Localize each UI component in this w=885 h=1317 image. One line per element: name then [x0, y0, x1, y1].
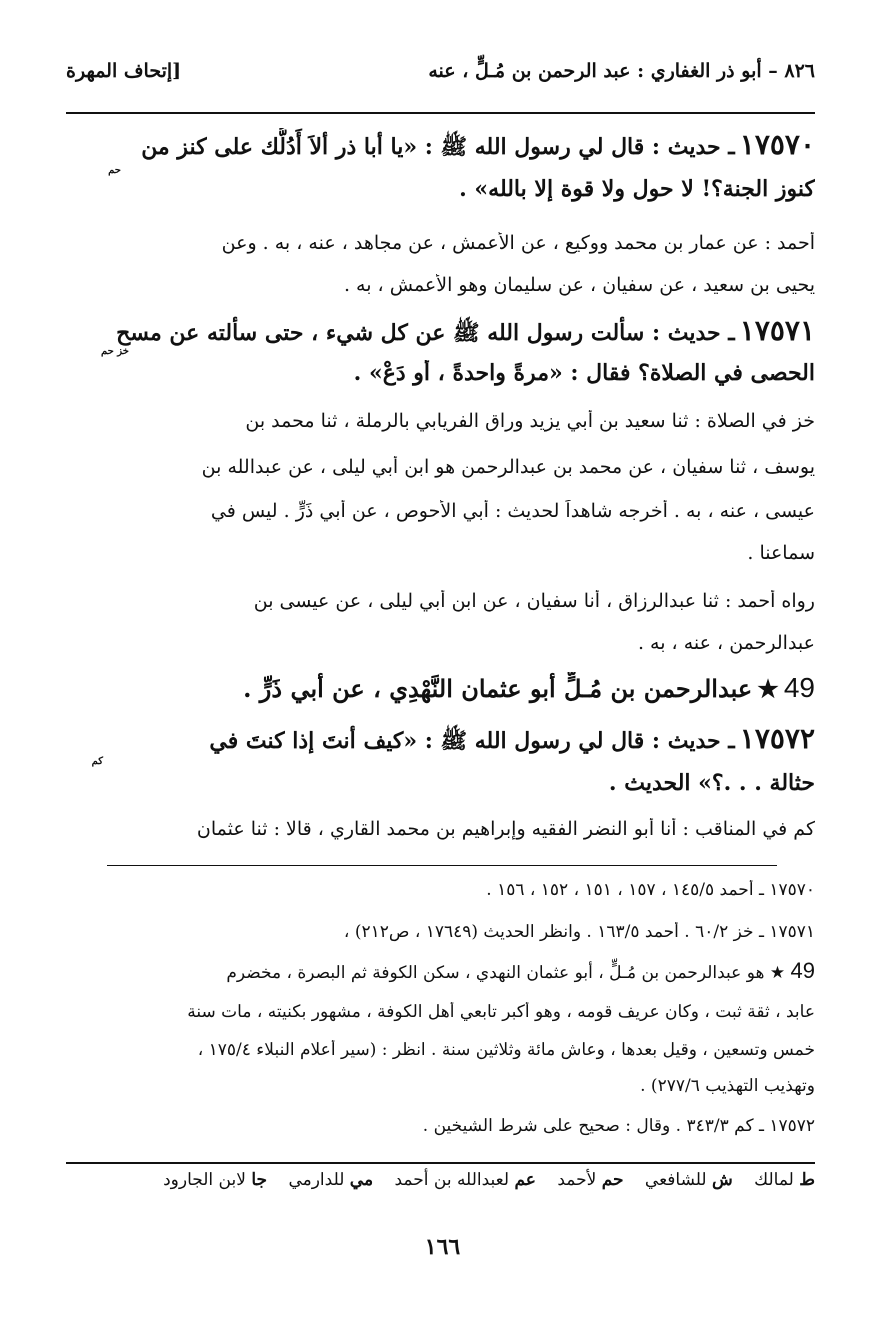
footnote-line: وتهذيب التهذيب ٢٧٧/٦) . — [640, 1076, 815, 1096]
hadith-17572-line1 — [66, 722, 815, 759]
hadith-text: ـ حديث : سألت رسول الله ﷺ عن كل شيء ، حتى سألته عن مسح — [116, 320, 735, 346]
footnote-narrator-49 — [66, 958, 815, 984]
star-icon: ★ — [769, 963, 786, 983]
source-symbol: خز حم — [100, 346, 129, 357]
paragraph-line: كم في المناقب : أنا أبو النضر الفقيه وإبراهيم بن محمد القاري ، قالا : ثنا عثمان — [196, 818, 815, 840]
hadith-number: ١٧٥٧٠ — [739, 128, 815, 161]
hadith-17572-line2: حثالة . . .؟» الحديث . — [608, 770, 815, 796]
hadith-number: ١٧٥٧٢ — [739, 722, 815, 755]
footnote-line: عابد ، ثقة ثبت ، وكان عريف قومه ، وهو أكبر تابعي أهل الكوفة ، مشهور بكنيته ، مات سنة — [187, 1002, 815, 1022]
hadith-number: ١٧٥٧١ — [739, 314, 815, 347]
footnote-17572: ١٧٥٧٢ ـ كم ٣٤٣/٣ . وقال : صحيح على شرط الشيخين . — [422, 1116, 815, 1136]
abbr-item: عم لعبدالله بن أحمد — [394, 1170, 536, 1190]
section-number: 49 — [783, 672, 815, 703]
hadith-text: ـ حديث : قال لي رسول الله ﷺ : «يا أبا ذر ألاَ أَدُلُّك على كنز من — [141, 134, 735, 160]
abbr-item: مي للدارمي — [288, 1170, 374, 1190]
hadith-17571-line2: الحصى في الصلاة؟ فقال : «مرةً واحدةً ، أو دَعْ» . — [353, 360, 815, 386]
hadith-17571-line1 — [66, 314, 815, 351]
narrator-section-heading — [66, 672, 815, 704]
hadith-text: ـ حديث : قال لي رسول الله ﷺ : «كيف أنتَ إذا كنتَ في — [209, 728, 735, 754]
abbreviation-rule — [66, 1162, 815, 1164]
hadith-17570-line1 — [66, 128, 815, 165]
source-symbol: حم — [108, 165, 121, 176]
footnote-17570: ١٧٥٧٠ ـ أحمد ١٤٥/٥ ، ١٥٧ ، ١٥١ ، ١٥٢ ، ١٥٦ . — [486, 880, 815, 900]
paragraph-line: سماعنا . — [747, 542, 815, 564]
hadith-17570-line2: كنوز الجنة؟! لا حول ولا قوة إلا بالله» . — [459, 176, 815, 202]
footnote-text: هو عبدالرحمن بن مُـلٍّ ، أبو عثمان النهدي ، سكن الكوفة ثم البصرة ، مخضرم — [226, 963, 765, 983]
paragraph-line: عيسى ، عنه ، به . أخرجه شاهداً لحديث : أبي الأحوص ، عن أبي ذَرٍّ . ليس في — [210, 500, 815, 522]
paragraph-line: عبدالرحمن ، عنه ، به . — [637, 632, 815, 654]
paragraph-line: يوسف ، ثنا سفيان ، عن محمد بن عبدالرحمن هو ابن أبي ليلى ، عن عبدالله بن — [201, 456, 815, 478]
paragraph-line: خز في الصلاة : ثنا سعيد بن أبي يزيد وراق الفريابي بالرملة ، ثنا محمد بن — [245, 410, 815, 432]
header-chapter-title: ٨٢٦ – أبو ذر الغفاري : عبد الرحمن بن مُـلٍّ ، عنه — [428, 60, 815, 82]
paragraph-line: يحيى بن سعيد ، عن سفيان ، عن سليمان وهو الأعمش ، به . — [343, 274, 815, 296]
section-title: عبدالرحمن بن مُـلٍّ أبو عثمان النَّهْدِي ، عن أبي ذَرٍّ . — [243, 674, 753, 703]
paragraph-line: أحمد : عن عمار بن محمد ووكيع ، عن الأعمش ، عن مجاهد ، عنه ، به . وعن — [221, 232, 815, 254]
abbreviation-key — [66, 1170, 815, 1190]
header-book-title: [إتحاف المهرة — [66, 60, 182, 82]
footnote-section-number: 49 — [790, 958, 815, 983]
page-number: ١٦٦ — [424, 1234, 461, 1260]
header-rule — [66, 112, 815, 114]
abbr-item: ش للشافعي — [644, 1170, 733, 1190]
footnote-rule — [107, 865, 777, 866]
star-icon: ★ — [757, 674, 779, 703]
footnote-line: خمس وتسعين ، وقيل بعدها ، وعاش مائة وثلاثين سنة . انظر : (سير أعلام النبلاء ١٧٥/٤ ، — [197, 1040, 815, 1060]
page-header — [66, 56, 815, 96]
abbr-item: ط لمالك — [754, 1170, 815, 1190]
abbr-item: حم لأحمد — [557, 1170, 624, 1190]
footnote-17571: ١٧٥٧١ ـ خز ٦٠/٢ . أحمد ١٦٣/٥ . وانظر الحديث (١٧٦٤٩ ، ص٢١٢) ، — [343, 922, 815, 942]
abbr-item: جا لابن الجارود — [163, 1170, 268, 1190]
paragraph-line: رواه أحمد : ثنا عبدالرزاق ، أنا سفيان ، عن ابن أبي ليلى ، عن عيسى بن — [253, 590, 815, 612]
source-symbol: كم — [91, 756, 103, 767]
